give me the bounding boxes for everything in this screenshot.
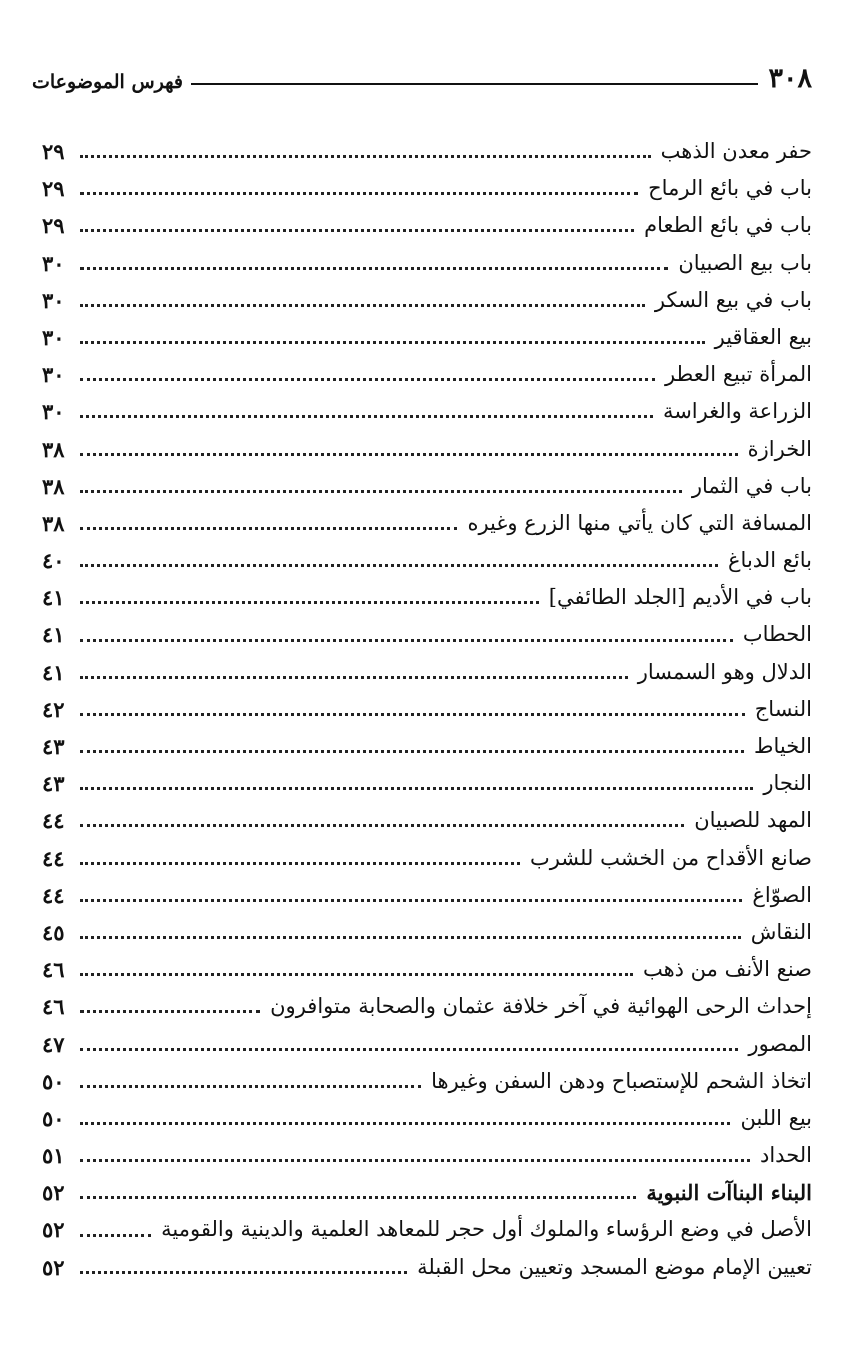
toc-entry — [42, 691, 812, 728]
toc-entry-page: ٥٢ — [42, 1254, 65, 1280]
toc-entry — [42, 393, 812, 430]
dot-leader — [80, 1159, 750, 1162]
toc-entry-page: ٤١ — [42, 659, 65, 685]
table-of-contents — [42, 133, 812, 1286]
dot-leader — [80, 304, 645, 307]
dot-leader — [80, 378, 655, 381]
toc-entry-page: ٣٠ — [42, 362, 65, 388]
dot-leader — [80, 1085, 421, 1088]
toc-entry-title: الخياط — [746, 735, 812, 758]
dot-leader — [80, 676, 628, 679]
toc-entry-title: باب في بيع السكر — [647, 289, 812, 312]
toc-entry — [42, 728, 812, 765]
toc-entry — [42, 1211, 812, 1248]
toc-entry-page: ٣٠ — [42, 324, 65, 350]
toc-entry-page: ٢٩ — [42, 176, 65, 202]
toc-entry-title: حفر معدن الذهب — [653, 140, 812, 163]
toc-entry-title: باب في بائع الرماح — [640, 177, 812, 200]
dot-leader — [80, 601, 539, 604]
dot-leader — [80, 713, 745, 716]
toc-entry-page: ٣٠ — [42, 399, 65, 425]
toc-entry-title: الخرازة — [740, 438, 812, 461]
toc-entry-title: اتخاذ الشحم للإستصباح ودهن السفن وغيرها — [423, 1070, 812, 1093]
toc-entry — [42, 1026, 812, 1063]
toc-entry-page: ٥٢ — [42, 1217, 65, 1243]
toc-entry — [42, 840, 812, 877]
toc-entry-title: باب في الثمار — [684, 475, 812, 498]
dot-leader — [80, 1122, 730, 1125]
toc-entry-page: ٣٨ — [42, 510, 65, 536]
toc-entry — [42, 133, 812, 170]
dot-leader — [80, 936, 741, 939]
toc-entry-page: ٣٨ — [42, 473, 65, 499]
toc-entry-page: ٣٠ — [42, 250, 65, 276]
dot-leader — [80, 267, 668, 270]
toc-entry — [42, 988, 812, 1025]
toc-entry — [42, 616, 812, 653]
toc-entry-title: المسافة التي كان يأتي منها الزرع وغيره — [459, 512, 812, 535]
toc-entry — [42, 207, 812, 244]
dot-leader — [80, 527, 457, 530]
toc-entry — [42, 914, 812, 951]
dot-leader — [80, 155, 651, 158]
toc-entry-title: بيع العقاقير — [707, 326, 812, 349]
page-number: ٣٠٨ — [768, 63, 812, 94]
toc-entry-title: الصوّاغ — [744, 884, 812, 907]
toc-entry-page: ٤٢ — [42, 696, 65, 722]
running-title: فهرس الموضوعات — [32, 71, 183, 93]
toc-entry-title: الحداد — [752, 1144, 812, 1167]
toc-entry-page: ٤٤ — [42, 845, 65, 871]
toc-entry — [42, 282, 812, 319]
toc-entry-title: صنع الأنف من ذهب — [635, 958, 812, 981]
toc-entry-page: ٤٤ — [42, 808, 65, 834]
toc-entry-title: المصور — [740, 1033, 812, 1056]
toc-entry — [42, 431, 812, 468]
toc-entry-page: ٣٨ — [42, 436, 65, 462]
toc-entry-title: الحطاب — [735, 623, 812, 646]
toc-entry — [42, 319, 812, 356]
dot-leader — [80, 192, 638, 195]
toc-entry-page: ٥٠ — [42, 1068, 65, 1094]
dot-leader — [80, 490, 682, 493]
toc-entry-page: ٤٦ — [42, 957, 65, 983]
toc-entry-page: ٤١ — [42, 622, 65, 648]
toc-entry — [42, 579, 812, 616]
toc-entry — [42, 1100, 812, 1137]
dot-leader — [80, 1271, 407, 1274]
toc-entry — [42, 654, 812, 691]
dot-leader — [80, 1010, 260, 1013]
toc-entry — [42, 356, 812, 393]
toc-entry — [42, 765, 812, 802]
toc-entry-title: باب في الأديم [الجلد الطائفي] — [541, 586, 812, 609]
toc-entry-page: ٤٥ — [42, 919, 65, 945]
toc-entry-page: ٢٩ — [42, 213, 65, 239]
toc-entry — [42, 1137, 812, 1174]
toc-entry-title: النقاش — [743, 921, 812, 944]
toc-entry-page: ٢٩ — [42, 139, 65, 165]
toc-entry — [42, 245, 812, 282]
dot-leader — [80, 824, 684, 827]
dot-leader — [80, 639, 733, 642]
toc-entry-page: ٤٦ — [42, 994, 65, 1020]
toc-entry-page: ٣٠ — [42, 287, 65, 313]
dot-leader — [80, 564, 718, 567]
toc-entry-page: ٤٣ — [42, 771, 65, 797]
toc-entry-page: ٤٧ — [42, 1031, 65, 1057]
toc-entry — [42, 170, 812, 207]
toc-entry — [42, 1063, 812, 1100]
toc-entry-title: باب بيع الصبيان — [670, 252, 812, 275]
dot-leader — [80, 415, 653, 418]
toc-entry-title: بيع اللبن — [732, 1107, 812, 1130]
dot-leader — [80, 750, 744, 753]
toc-entry-title: الزراعة والغراسة — [655, 400, 812, 423]
dot-leader — [80, 453, 738, 456]
toc-entry-page: ٤٠ — [42, 548, 65, 574]
header-rule — [191, 83, 759, 85]
toc-entry-title: بائع الدباغ — [720, 549, 812, 572]
toc-entry-title: النجار — [755, 772, 812, 795]
toc-entry-title: إحداث الرحى الهوائية في آخر خلافة عثمان والصحابة متوافرون — [262, 995, 812, 1018]
toc-entry — [42, 877, 812, 914]
page-header — [32, 58, 812, 92]
toc-entry — [42, 1174, 812, 1211]
dot-leader — [80, 229, 634, 232]
dot-leader — [80, 899, 742, 902]
dot-leader — [80, 973, 633, 976]
toc-entry — [42, 505, 812, 542]
toc-entry-title: الأصل في وضع الرؤساء والملوك أول حجر للمعاهد العلمية والدينية والقومية — [153, 1218, 812, 1241]
toc-entry-title: صانع الأقداح من الخشب للشرب — [522, 847, 812, 870]
toc-entry-page: ٤٣ — [42, 734, 65, 760]
dot-leader — [80, 862, 520, 865]
toc-entry-page: ٤٤ — [42, 882, 65, 908]
dot-leader — [80, 1234, 151, 1237]
toc-entry-page: ٤١ — [42, 585, 65, 611]
toc-entry-title: باب في بائع الطعام — [636, 214, 812, 237]
toc-entry — [42, 802, 812, 839]
toc-entry-title: البناء البناآت النبوية — [638, 1181, 812, 1204]
toc-entry-title: المهد للصبيان — [686, 809, 812, 832]
toc-entry-page: ٥٢ — [42, 1180, 65, 1206]
toc-entry — [42, 468, 812, 505]
toc-entry-title: تعيين الإمام موضع المسجد وتعيين محل القبلة — [409, 1256, 812, 1279]
dot-leader — [80, 1048, 738, 1051]
toc-entry-title: المرأة تبيع العطر — [657, 363, 812, 386]
toc-entry-title: النساج — [747, 698, 812, 721]
dot-leader — [80, 1196, 636, 1199]
toc-entry-page: ٥٠ — [42, 1105, 65, 1131]
toc-entry-page: ٥١ — [42, 1143, 65, 1169]
toc-entry — [42, 542, 812, 579]
toc-entry — [42, 1249, 812, 1286]
dot-leader — [80, 341, 705, 344]
toc-entry — [42, 951, 812, 988]
toc-entry-title: الدلال وهو السمسار — [630, 661, 812, 684]
dot-leader — [80, 787, 753, 790]
